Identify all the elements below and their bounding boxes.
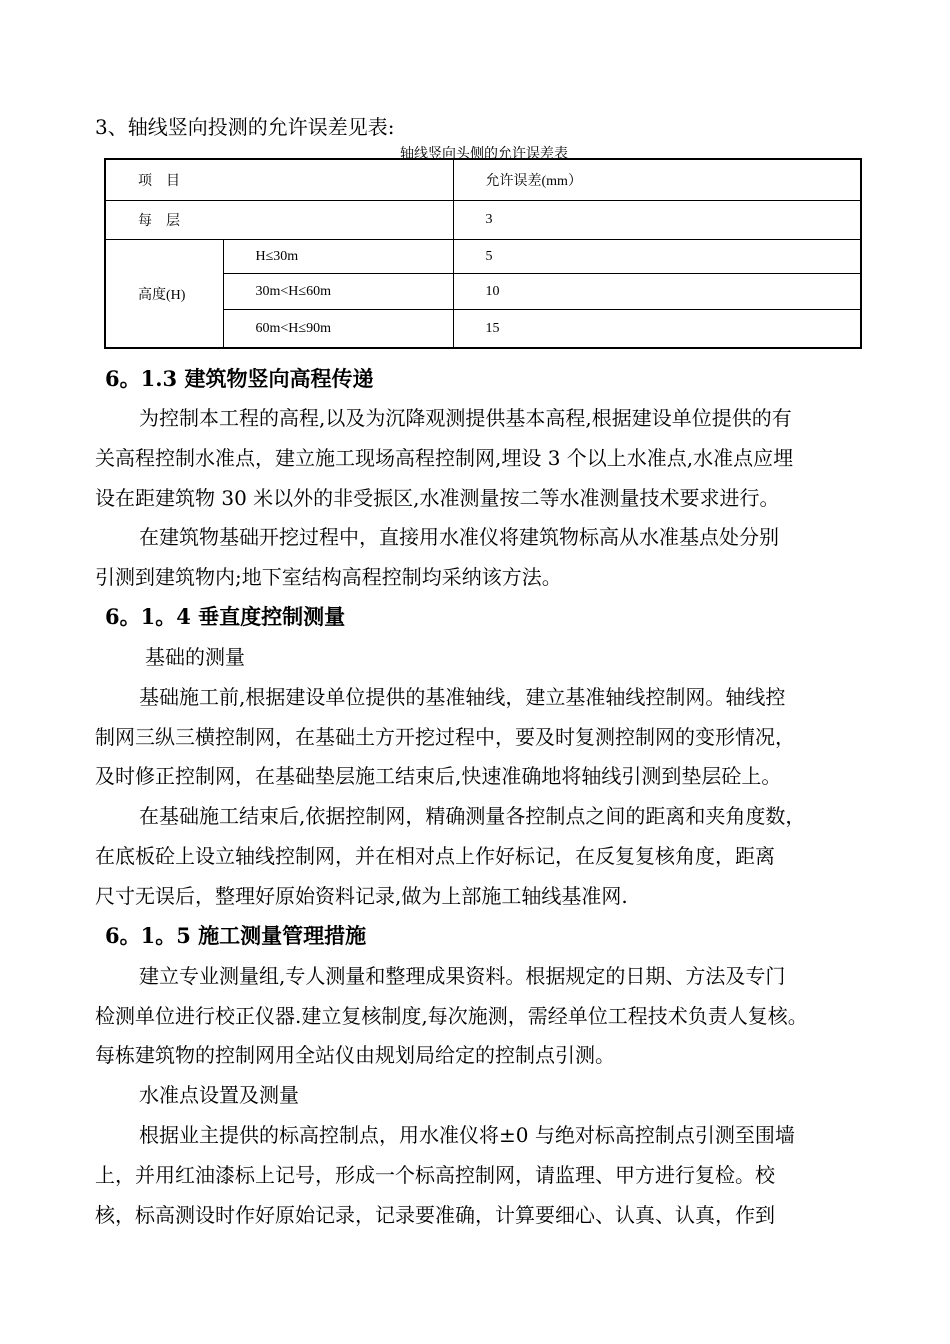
paragraph-line: 及时修正控制网，在基础垫层施工结束后,快速准确地将轴线引测到垫层砼上。	[95, 764, 782, 788]
intro-text: 3、轴线竖向投测的允许误差见表:	[95, 115, 395, 139]
paragraph-line: 在底板砼上设立轴线控制网，并在相对点上作好标记，在反复复核角度，距离	[95, 844, 775, 868]
group-row-value: 15	[453, 310, 861, 349]
table-caption: 轴线竖向头侧的允许误差表	[400, 146, 568, 162]
group-label: 高度(H)	[105, 240, 223, 349]
paragraph-line: 尺寸无误后，整理好原始资料记录,做为上部施工轴线基准网.	[95, 884, 628, 908]
header-tolerance: 允许误差(mm）	[453, 159, 861, 201]
section-heading-6-1-3: 6。1.3 建筑物竖向高程传递	[105, 366, 374, 391]
row-each-value: 3	[453, 201, 861, 240]
paragraph-line: 引测到建筑物内;地下室结构高程控制均采纳该方法。	[95, 565, 562, 589]
tolerance-table	[104, 158, 862, 349]
paragraph-line: 关高程控制水准点，建立施工现场高程控制网,埋设 3 个以上水准点,水准点应埋	[95, 446, 794, 470]
paragraph-line: 设在距建筑物 30 米以外的非受振区,水准测量按二等水准测量技术要求进行。	[95, 486, 780, 510]
table-row	[105, 201, 861, 240]
header-item: 项 目	[105, 159, 453, 201]
table-row	[105, 240, 861, 274]
group-row-value: 10	[453, 274, 861, 310]
group-row-label: 60m<H≤90m	[223, 310, 453, 349]
paragraph-line: 基础施工前,根据建设单位提供的基准轴线，建立基准轴线控制网。轴线控	[139, 685, 786, 709]
table-header-row	[105, 159, 861, 201]
section-heading-6-1-5: 6。1。5 施工测量管理措施	[105, 923, 367, 948]
group-row-value: 5	[453, 240, 861, 274]
group-row-label: 30m<H≤60m	[223, 274, 453, 310]
group-row-label: H≤30m	[223, 240, 453, 274]
paragraph-line: 建立专业测量组,专人测量和整理成果资料。根据规定的日期、方法及专门	[139, 964, 786, 988]
paragraph-line: 制网三纵三横控制网，在基础土方开挖过程中，要及时复测控制网的变形情况，	[95, 725, 795, 749]
paragraph-line: 在基础施工结束后,依据控制网，精确测量各控制点之间的距离和夹角度数，	[139, 804, 806, 828]
paragraph-line: 上，并用红油漆标上记号，形成一个标高控制网，请监理、甲方进行复检。校	[95, 1163, 775, 1187]
section-heading-6-1-4: 6。1。4 垂直度控制测量	[105, 604, 346, 629]
paragraph-line: 在建筑物基础开挖过程中，直接用水准仪将建筑物标高从水准基点处分别	[139, 525, 779, 549]
subheading: 基础的测量	[145, 645, 245, 669]
subheading: 水准点设置及测量	[139, 1083, 299, 1107]
row-each-label: 每 层	[105, 201, 453, 240]
paragraph-line: 为控制本工程的高程,以及为沉降观测提供基本高程,根据建设单位提供的有	[139, 406, 792, 430]
paragraph-line: 检测单位进行校正仪器.建立复核制度,每次施测，需经单位工程技术负责人复核。	[95, 1004, 808, 1028]
paragraph-line: 核，标高测设时作好原始记录，记录要准确，计算要细心、认真、认真，作到	[95, 1203, 775, 1227]
paragraph-line: 每栋建筑物的控制网用全站仪由规划局给定的控制点引测。	[95, 1043, 615, 1067]
paragraph-line: 根据业主提供的标高控制点，用水准仪将±0 与绝对标高控制点引测至围墙	[139, 1123, 795, 1147]
